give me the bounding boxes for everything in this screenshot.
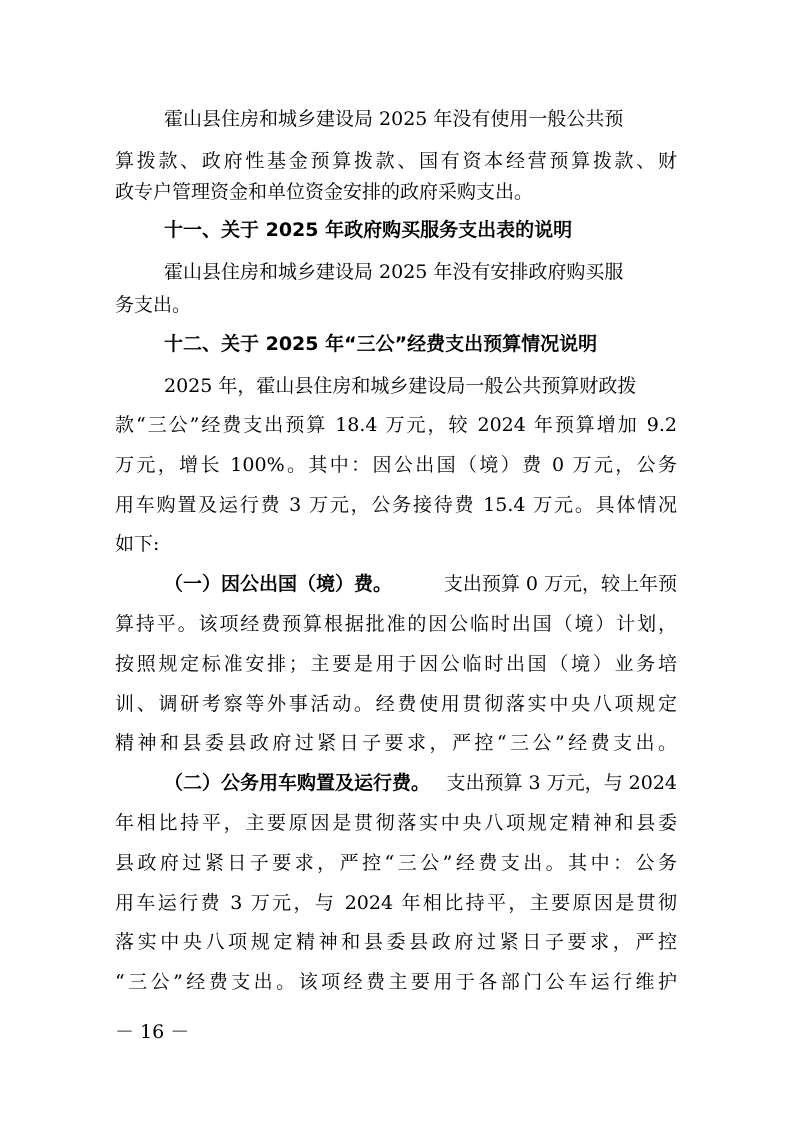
paragraph-line: 款“三公”经费支出预算 18.4 万元，较 2024 年预算增加 9.2: [115, 414, 677, 436]
paragraph-line: 务支出。: [115, 294, 192, 316]
subsection-title: （一）因公出国（境）费。: [164, 573, 393, 595]
subsection-title: （二）公务用车购置及运行费。: [164, 772, 431, 794]
paragraph-line: 用车购置及运行费 3 万元，公务接待费 15.4 万元。具体情况: [115, 494, 677, 516]
paragraph-line: 训、调研考察等外事活动。经费使用贯彻落实中央八项规定: [115, 693, 677, 715]
paragraph-line: 政专户管理资金和单位资金安排的政府采购支出。: [115, 181, 534, 203]
paragraph-line: “三公”经费支出。该项经费主要用于各部门公车运行维护: [115, 971, 677, 993]
paragraph-line: 县政府过紧日子要求，严控“三公”经费支出。其中：公务: [115, 852, 677, 874]
paragraph-text: 支出预算 3 万元，与 2024: [446, 772, 677, 794]
paragraph-line: 用车运行费 3 万元，与 2024 年相比持平，主要原因是贯彻: [115, 892, 677, 914]
section-heading-11: 十一、关于 2025 年政府购买服务支出表的说明: [164, 219, 573, 241]
paragraph-line: 霍山县住房和城乡建设局 2025 年没有安排政府购买服: [164, 261, 624, 283]
paragraph-line: 年相比持平，主要原因是贯彻落实中央八项规定精神和县委: [115, 812, 677, 834]
paragraph-line: 落实中央八项规定精神和县委县政府过紧日子要求，严控: [115, 931, 677, 953]
paragraph-line: 万元，增长 100%。其中：因公出国（境）费 0 万元，公务: [115, 454, 677, 476]
paragraph-line: 按照规定标准安排；主要是用于因公临时出国（境）业务培: [115, 653, 677, 675]
paragraph-line: [164, 771, 677, 795]
section-heading-12: 十二、关于 2025 年“三公”经费支出预算情况说明: [164, 333, 598, 355]
paragraph-line: 如下:: [115, 533, 160, 555]
paragraph-line: 霍山县住房和城乡建设局 2025 年没有使用一般公共预: [164, 108, 624, 130]
page-number: － 16 －: [115, 1021, 190, 1043]
paragraph-text: 支出预算 0 万元，较上年预: [443, 573, 677, 595]
paragraph-line: 算拨款、政府性基金预算拨款、国有资本经营预算拨款、财: [115, 150, 677, 172]
paragraph-line: 精神和县委县政府过紧日子要求，严控“三公”经费支出。: [115, 732, 677, 754]
paragraph-line: 2025 年，霍山县住房和城乡建设局一般公共预算财政拨: [164, 375, 637, 397]
paragraph-line: 算持平。该项经费预算根据批准的因公临时出国（境）计划，: [115, 613, 677, 635]
paragraph-line: [164, 572, 677, 596]
